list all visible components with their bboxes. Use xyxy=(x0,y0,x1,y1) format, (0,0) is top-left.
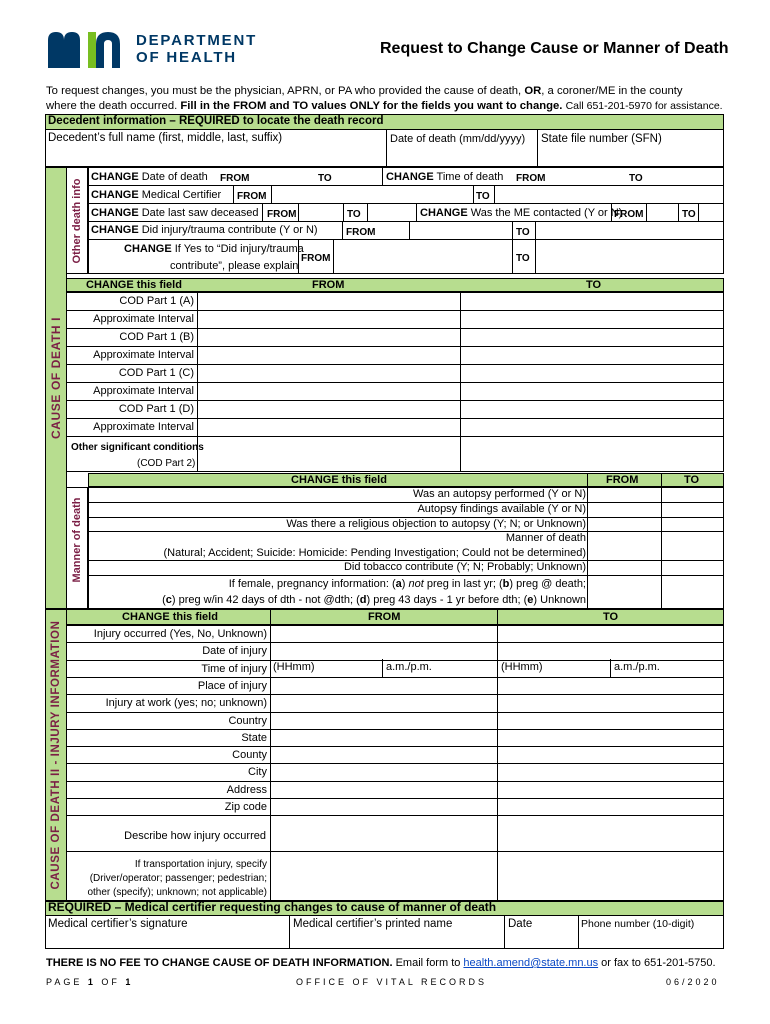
injury-row-label: Injury occurred (Yes, No, Unknown) xyxy=(93,628,267,640)
injury-row-label: Address xyxy=(226,784,267,796)
cod-part2-label: (COD Part 2) xyxy=(137,458,196,469)
change-medical-certifier: CHANGE Medical Certifier xyxy=(91,189,222,201)
cod1-row-label: Approximate Interval xyxy=(93,385,194,397)
change-me-contacted: CHANGE Was the ME contacted (Y or N) xyxy=(420,207,623,219)
phone-input[interactable] xyxy=(579,932,723,948)
cause-of-death-ii-label: CAUSE OF DEATH II - INJURY INFORMATION xyxy=(50,620,62,890)
cod1-from-input[interactable] xyxy=(198,383,459,400)
cod1-row-label: Approximate Interval xyxy=(93,313,194,325)
decedent-name-label: Decedent’s full name (first, middle, last, suffix) xyxy=(48,132,283,144)
manner-of-death-label: Manner of death xyxy=(71,497,83,583)
cod1-row-label: Approximate Interval xyxy=(93,421,194,433)
transport-line3: other (specify); unknown; not applicable) xyxy=(87,887,267,898)
manner-col-change: CHANGE this field xyxy=(291,474,387,486)
printed-name-input[interactable] xyxy=(290,932,503,948)
cod1-to-input[interactable] xyxy=(461,365,723,382)
change-time-of-death: CHANGE Time of death xyxy=(386,171,504,183)
page-number: PAGE 1 OF 1 xyxy=(46,977,134,987)
cert-from: FROM xyxy=(237,191,267,202)
from-hhmm: (HHmm) xyxy=(273,661,315,673)
cert-to: TO xyxy=(476,191,490,202)
cod1-from-input[interactable] xyxy=(198,419,459,436)
cod1-from-input[interactable] xyxy=(198,401,459,418)
decedent-heading: Decedent information – REQUIRED to locate the death record xyxy=(48,115,384,127)
last-seen-from: FROM xyxy=(267,209,297,220)
cause-of-death-i-label: CAUSE OF DEATH I xyxy=(49,316,63,439)
from-ampm: a.m./p.m. xyxy=(386,661,432,673)
cod1-row-label: Approximate Interval xyxy=(93,349,194,361)
cod1-from-input[interactable] xyxy=(198,347,459,364)
cod1-row-label: COD Part 1 (D) xyxy=(118,403,194,415)
other-conditions-label: Other significant conditions xyxy=(71,442,204,453)
injury-row-label: Country xyxy=(228,715,267,727)
cod1-to-input[interactable] xyxy=(461,383,723,400)
cod1-col-change: CHANGE this field xyxy=(86,279,182,291)
tod-to: TO xyxy=(629,173,643,184)
cod1-to-input[interactable] xyxy=(461,329,723,346)
decedent-name-input[interactable] xyxy=(46,150,385,166)
change-date-of-death: CHANGE Date of death xyxy=(91,171,208,183)
injury-row-label: State xyxy=(241,732,267,744)
cod1-to-input[interactable] xyxy=(461,419,723,436)
to-hhmm: (HHmm) xyxy=(501,661,543,673)
cod1-row-label: COD Part 1 (B) xyxy=(119,331,194,343)
explain-from: FROM xyxy=(301,253,331,264)
pregnancy-line2: (c) preg w/in 42 days of dth - not @dth; (d) preg 43 days - 1 yr before dth; (e) Unknown xyxy=(162,594,586,606)
dod-to: TO xyxy=(318,173,332,184)
form-date: 06/2020 xyxy=(666,977,720,987)
manner-row-label: Was there a religious objection to autopsy (Y; N; or Unknown) xyxy=(286,518,586,530)
change-date-last-seen: CHANGE Date last saw deceased xyxy=(91,207,259,219)
manner-row-label: (Natural; Accident; Suicide: Homicide: Pending Investigation; Could not be determined) xyxy=(163,547,586,559)
manner-col-to: TO xyxy=(684,474,700,486)
logo-text xyxy=(136,32,257,66)
cod1-from-input[interactable] xyxy=(198,365,459,382)
office-name: OFFICE OF VITAL RECORDS xyxy=(296,977,488,987)
date-of-death-label: Date of death (mm/dd/yyyy) xyxy=(390,133,526,145)
intro-line2b: Fill in the FROM and TO values ONLY for the fields you want to change. xyxy=(180,100,563,112)
sfn-label: State file number (SFN) xyxy=(541,133,662,145)
email-link[interactable]: health.amend@state.mn.us xyxy=(463,957,599,969)
transport-line1: If transportation injury, specify xyxy=(134,859,267,870)
intro-text xyxy=(46,84,726,114)
injury-row-label: Injury at work (yes; no; unknown) xyxy=(105,697,267,709)
injury-row-label: Place of injury xyxy=(197,680,267,692)
if-yes-line1: CHANGE If Yes to “Did injury/trauma xyxy=(124,243,304,255)
me-to: TO xyxy=(682,209,696,220)
change-injury-contribute: CHANGE Did injury/trauma contribute (Y or N) xyxy=(91,224,318,236)
pregnancy-line1: If female, pregnancy information: (a) not preg in last yr; (b) preg @ death; xyxy=(228,578,586,590)
logo-line2: OF HEALTH xyxy=(136,49,237,66)
date-input[interactable] xyxy=(505,932,577,948)
to-ampm: a.m./p.m. xyxy=(614,661,660,673)
signature-input[interactable] xyxy=(46,932,288,948)
manner-row-label: Was an autopsy performed (Y or N) xyxy=(412,488,586,500)
date-of-death-input[interactable] xyxy=(387,150,536,166)
injury-row-label: City xyxy=(248,766,267,778)
intro-line2a: where the death occurred. xyxy=(46,100,178,112)
logo-line1: DEPARTMENT xyxy=(136,32,258,49)
tod-from: FROM xyxy=(516,173,546,184)
dod-from: FROM xyxy=(220,173,250,184)
injury-col-from: FROM xyxy=(368,611,401,623)
intro-line1: To request changes, you must be the physician, APRN, or PA who provided the cause of death, xyxy=(46,85,522,97)
cod1-to-input[interactable] xyxy=(461,293,723,310)
cod1-col-to: TO xyxy=(586,279,602,291)
injury-row-label: Zip code xyxy=(224,801,267,813)
cod1-row-label: COD Part 1 (A) xyxy=(119,295,194,307)
cod1-from-input[interactable] xyxy=(198,293,459,310)
cod1-to-input[interactable] xyxy=(461,401,723,418)
mdh-logo-mark xyxy=(46,30,136,70)
phone-label: Phone number (10-digit) xyxy=(581,918,695,930)
describe-injury-label: Describe how injury occurred xyxy=(124,830,266,842)
certifier-heading: REQUIRED – Medical certifier requesting changes to cause of manner of death xyxy=(48,900,497,914)
injury-row-label: County xyxy=(232,749,267,761)
fee-notice: THERE IS NO FEE TO CHANGE CAUSE OF DEATH INFORMATION. Email form to health.amend@state.mn.us or fax to 651-201-5750. xyxy=(46,957,716,969)
sfn-input[interactable] xyxy=(538,150,723,166)
manner-row-label: Did tobacco contribute (Y; N; Probably; Unknown) xyxy=(343,561,586,573)
transport-line2: (Driver/operator; passenger; pedestrian; xyxy=(89,873,267,884)
me-from: FROM xyxy=(614,209,644,220)
manner-col-from: FROM xyxy=(606,474,639,486)
injury-contribute-to: TO xyxy=(516,227,530,238)
intro-line1b: , a coroner/ME in the county xyxy=(541,85,683,97)
intro-line2c: Call 651-201-5970 for assistance. xyxy=(565,100,723,112)
other-death-info-label: Other death info xyxy=(71,178,83,264)
intro-or: OR xyxy=(524,85,542,97)
last-seen-to: TO xyxy=(347,209,361,220)
manner-row-label: Manner of death xyxy=(505,532,586,544)
injury-col-change: CHANGE this field xyxy=(122,611,218,623)
injury-contribute-from: FROM xyxy=(346,227,376,238)
cod1-from-input[interactable] xyxy=(198,329,459,346)
printed-name-label: Medical certifier’s printed name xyxy=(293,918,453,930)
cod1-from-input[interactable] xyxy=(198,311,459,328)
injury-col-to: TO xyxy=(603,611,619,623)
injury-row-label: Date of injury xyxy=(202,645,267,657)
signature-label: Medical certifier’s signature xyxy=(48,918,188,930)
manner-row-label: Autopsy findings available (Y or N) xyxy=(417,503,586,515)
explain-to: TO xyxy=(516,253,530,264)
injury-row-label: Time of injury xyxy=(201,663,267,675)
if-yes-line2: contribute”, please explain xyxy=(170,260,299,272)
date-label: Date xyxy=(508,918,533,930)
page-title: Request to Change Cause or Manner of Death xyxy=(380,40,729,57)
cod1-row-label: COD Part 1 (C) xyxy=(118,367,194,379)
cod1-col-from: FROM xyxy=(312,279,345,291)
cod1-to-input[interactable] xyxy=(461,311,723,328)
cod1-to-input[interactable] xyxy=(461,347,723,364)
